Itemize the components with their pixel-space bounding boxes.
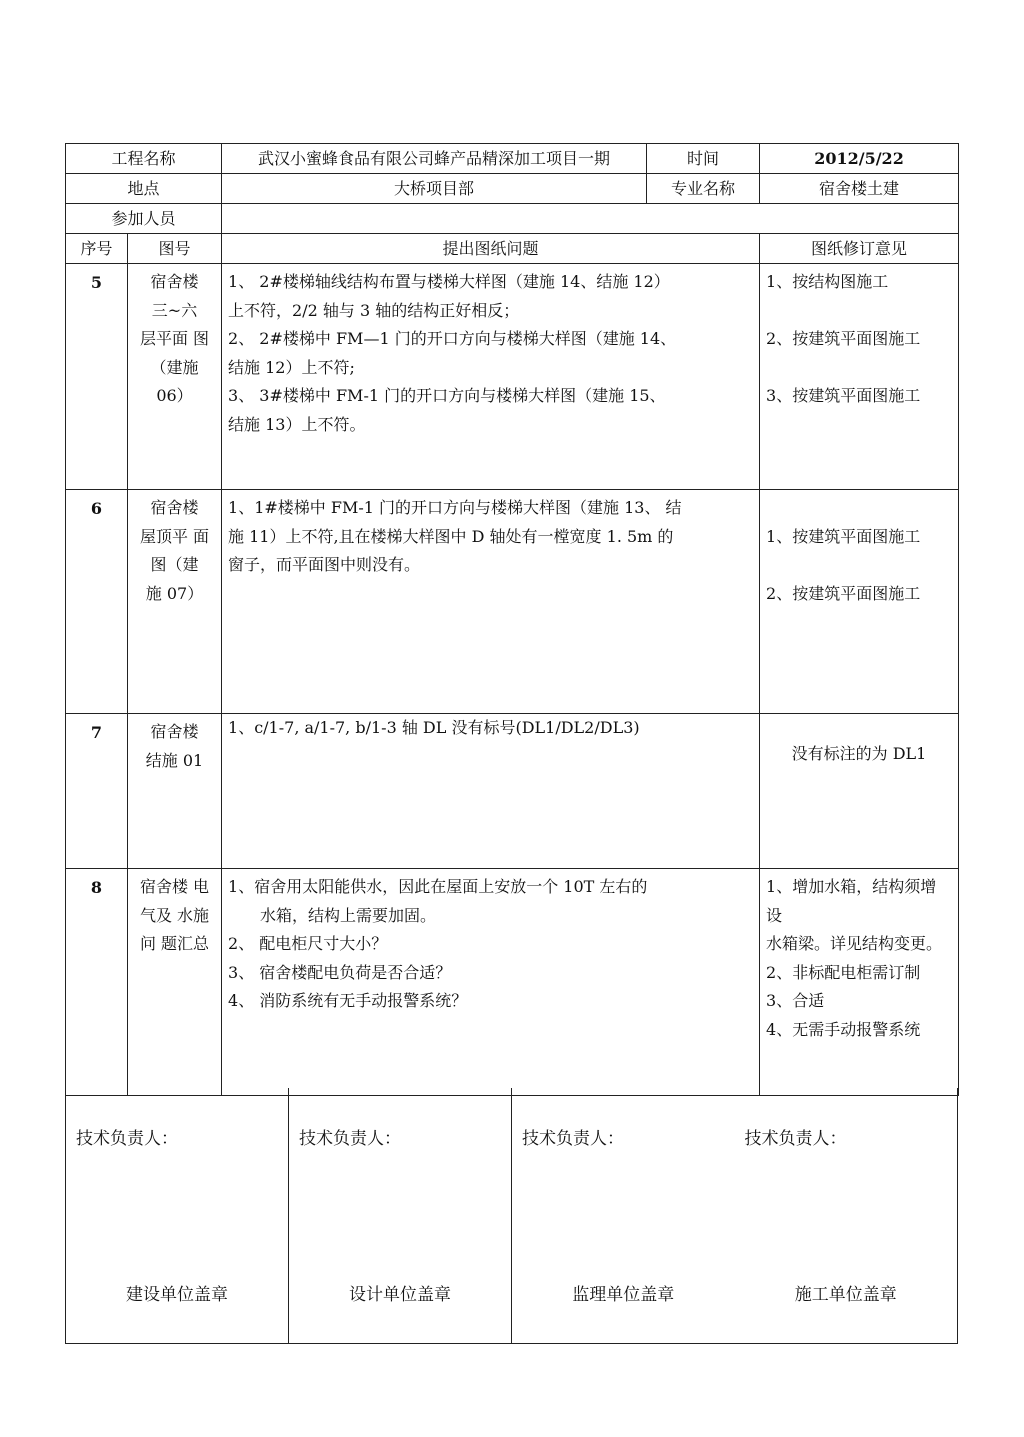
seal-label: 设计单位盖章 (349, 1285, 451, 1305)
participants-label: 参加人员 (66, 204, 222, 234)
row-drawing (128, 264, 222, 490)
row-revision (760, 490, 959, 714)
row-issue (222, 490, 760, 714)
signature-cell-owner (66, 1088, 289, 1344)
revision-line: 1、按结构图施工 (766, 272, 889, 291)
drawing-line: 施 07） (145, 583, 204, 603)
issue-line: 2、 配电柜尺寸大小？ (228, 934, 388, 953)
drawing-line: 结施 01 (145, 750, 204, 770)
review-table (65, 143, 959, 1096)
participants-value (222, 204, 959, 234)
issue-line: 水箱，结构上需要加固。 (260, 905, 437, 925)
issue-line: 3、 3#楼梯中 FM-1 门的开口方向与楼梯大样图（建施 15、 (228, 386, 666, 405)
drawing-line: 宿舍楼 (150, 272, 199, 291)
issue-line: 施 11）上不符,且在楼梯大样图中 D 轴处有一樘宽度 1. 5m 的 (228, 526, 674, 546)
header-row-project (66, 144, 959, 174)
drawing-line: 气及 水施 (139, 905, 210, 925)
specialty-label: 专业名称 (647, 174, 760, 204)
specialty-value: 宿舍楼土建 (760, 174, 959, 204)
row-drawing (128, 869, 222, 1096)
drawing-line: 宿舍楼 电 (139, 877, 210, 896)
column-header-issue: 提出图纸问题 (222, 234, 760, 264)
issue-line: 1、 2#楼梯轴线结构布置与楼梯大样图（建施 14、结施 12） (228, 272, 670, 291)
drawing-line: 层平面 图 (139, 329, 210, 348)
row-seq: 8 (66, 869, 128, 1096)
drawing-line: 06） (156, 386, 193, 405)
revision-line (766, 551, 952, 580)
column-header-drawing: 图号 (128, 234, 222, 264)
drawing-line: 宿舍楼 (150, 498, 199, 517)
revision-line: 1、增加水箱，结构须增设 (766, 877, 937, 925)
row-revision (760, 869, 959, 1096)
issue-line: 结施 13）上不符。 (228, 414, 366, 434)
table-row (66, 869, 959, 1096)
issue-line: 2、 2#楼梯中 FM—1 门的开口方向与楼梯大样图（建施 14、 (228, 329, 677, 348)
time-value: 2012/5/22 (760, 144, 959, 174)
signature-cell-supervision (512, 1088, 735, 1344)
signature-row (66, 1088, 958, 1344)
table-row (66, 490, 959, 714)
drawing-line: 宿舍楼 (150, 722, 199, 741)
revision-line: 3、按建筑平面图施工 (766, 386, 921, 405)
revision-line: 水箱梁。详见结构变更。 (766, 934, 943, 953)
technical-lead-label: 技术负责人： (744, 1129, 847, 1149)
signature-table (65, 1088, 958, 1344)
issue-line: 窗子，而平面图中则没有。 (228, 555, 421, 574)
issue-line: 1、c/1-7, a/1-7, b/1-3 轴 DL 没有标号(DL1/DL2/DL3) (228, 718, 640, 737)
revision-line: 2、非标配电柜需订制 (766, 962, 921, 982)
revision-line: 4、无需手动报警系统 (766, 1019, 921, 1039)
table-row (66, 714, 959, 869)
technical-lead-label: 技术负责人： (299, 1129, 401, 1149)
location-label: 地点 (66, 174, 222, 204)
row-issue (222, 264, 760, 490)
issue-line: 上不符，2/2 轴与 3 轴的结构正好相反； (228, 300, 520, 320)
column-header-seq: 序号 (66, 234, 128, 264)
column-header-revision: 图纸修订意见 (760, 234, 959, 264)
technical-lead-label: 技术负责人： (522, 1129, 624, 1149)
revision-line: 2、按建筑平面图施工 (766, 329, 921, 348)
header-row-participants (66, 204, 959, 234)
revision-line (766, 297, 952, 326)
row-seq: 7 (66, 714, 128, 869)
project-name-value: 武汉小蜜蜂食品有限公司蜂产品精深加工项目一期 (222, 144, 647, 174)
issue-line: 3、 宿舍楼配电负荷是否合适？ (228, 962, 452, 982)
revision-line: 3、合适 (766, 991, 825, 1010)
revision-line (766, 494, 952, 523)
revision-line (766, 354, 952, 383)
drawing-line: 屋顶平 面 (139, 526, 210, 546)
issue-line: 1、宿舍用太阳能供水，因此在屋面上安放一个 10T 左右的 (228, 877, 648, 896)
issue-line: 1、1#楼梯中 FM-1 门的开口方向与楼梯大样图（建施 13、 结 (228, 498, 682, 517)
location-value: 大桥项目部 (222, 174, 647, 204)
table-row (66, 264, 959, 490)
drawing-line: 三~六 (151, 300, 198, 320)
revision-line: 1、按建筑平面图施工 (766, 526, 921, 546)
signature-cell-design (289, 1088, 512, 1344)
time-label: 时间 (647, 144, 760, 174)
issue-line: 结施 12）上不符; (228, 357, 355, 377)
drawing-line: （建施 (150, 357, 199, 377)
row-issue (222, 714, 760, 869)
signature-cell-construction (735, 1088, 958, 1344)
row-issue (222, 869, 760, 1096)
row-drawing (128, 490, 222, 714)
column-header-row (66, 234, 959, 264)
row-seq: 5 (66, 264, 128, 490)
seal-label: 建设单位盖章 (126, 1285, 228, 1305)
header-row-location (66, 174, 959, 204)
row-revision (760, 714, 959, 869)
row-drawing (128, 714, 222, 869)
project-name-label: 工程名称 (66, 144, 222, 174)
seal-label: 施工单位盖章 (794, 1285, 897, 1305)
technical-lead-label: 技术负责人： (76, 1129, 178, 1149)
row-revision (760, 264, 959, 490)
row-seq: 6 (66, 490, 128, 714)
revision-line: 没有标注的为 DL1 (791, 744, 927, 763)
seal-label: 监理单位盖章 (572, 1285, 675, 1305)
revision-line: 2、按建筑平面图施工 (766, 583, 921, 603)
drawing-line: 问 题汇总 (139, 934, 210, 953)
drawing-line: 图（建 (150, 555, 199, 574)
issue-line: 4、 消防系统有无手动报警系统？ (228, 991, 468, 1010)
